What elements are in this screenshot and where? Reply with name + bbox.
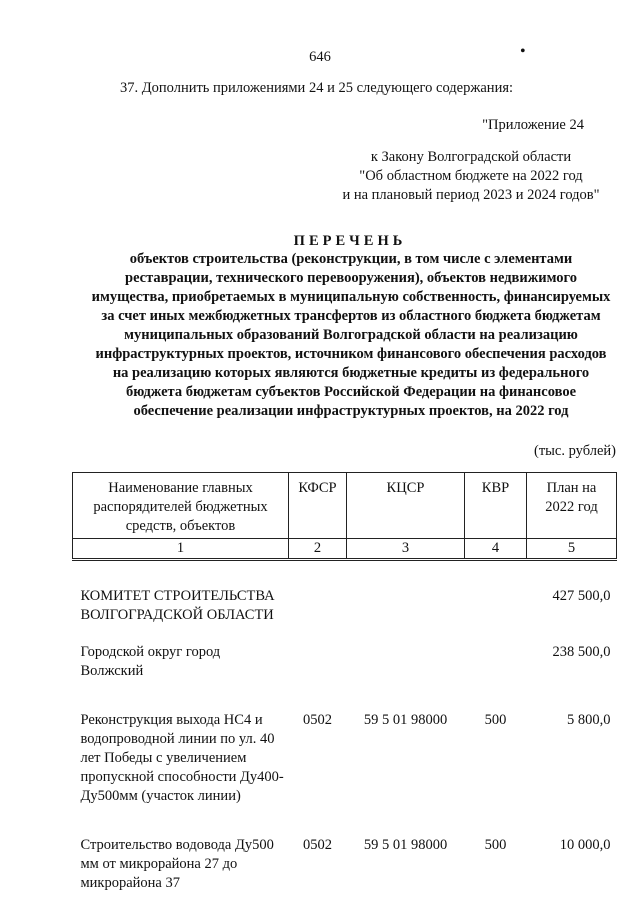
row-kfsr [289,643,347,681]
row-kcsr [347,587,465,625]
row-plan: 427 500,0 [552,588,611,604]
law-ref-line: "Об областном бюджете на 2022 год [359,168,583,184]
column-number: 3 [347,539,465,560]
row-kvr: 500 [484,712,507,728]
row-kfsr: 0502 [303,712,332,728]
table-row [73,587,617,625]
row-plan: 5 800,0 [567,712,611,728]
row-kfsr [289,587,347,625]
row-kvr [465,587,527,625]
row-kcsr: 59 5 01 98000 [363,837,448,853]
header-name: Наименование главных распорядителей бюджетных средств, объектов [73,473,289,539]
row-kvr [465,643,527,681]
amendment-intro: 37. Дополнить приложениями 24 и 25 следующего содержания: [120,80,514,96]
column-number: 1 [73,539,289,560]
corner-mark: • [520,43,526,60]
table-row [73,711,617,806]
row-kcsr: 59 5 01 98000 [363,712,448,728]
row-name: Городской округ город Волжский [80,644,221,679]
header-kfsr: КФСР [289,473,347,539]
table-row [73,643,617,681]
law-reference [326,148,616,205]
row-name: Реконструкция выхода НС4 и водопроводной линии по ул. 40 лет Победы с увеличением пропускной способности Ду400-Ду500мм (участок линии) [80,712,284,804]
table-row [73,836,617,893]
law-ref-line: к Закону Волгоградской области [370,149,572,165]
table-header-row [73,473,617,539]
column-number-row [73,539,617,560]
header-plan: План на 2022 год [527,473,617,539]
column-number: 5 [527,539,617,560]
header-kcsr: КЦСР [347,473,465,539]
units-note: (тыс. рублей) [534,443,616,459]
row-kfsr: 0502 [303,837,332,853]
column-number: 2 [289,539,347,560]
header-kvr: КВР [465,473,527,539]
page-number: 646 [309,49,331,65]
column-number: 4 [465,539,527,560]
appendix-title: "Приложение 24 [482,117,584,133]
row-name: КОМИТЕТ СТРОИТЕЛЬСТВА ВОЛГОГРАДСКОЙ ОБЛАСТИ [80,588,275,623]
row-plan: 10 000,0 [559,837,611,853]
document-description: объектов строительства (реконструкции, в том числе с элементами реставрации, технического перевооружения), объектов недвижимого имущества, приобретаемых в муниципальную собственность, финансируемых за счет иных межбюджетных трансфертов из областного бюджета бюджетам муниципальных образований Волгоградской области на реализацию инфраструктурных проектов, источником финансового обеспечения расходов на реализацию которых являются бюджетные кредиты из федерального бюджета бюджетам субъектов Российской Федерации на финансовое обеспечение реализации инфраструктурных проектов, на 2022 год [91,251,611,419]
budget-table [72,472,617,893]
document-heading: ПЕРЕЧЕНЬ [293,233,407,249]
row-kcsr [347,643,465,681]
row-plan: 238 500,0 [552,644,611,660]
row-name: Строительство водовода Ду500 мм от микрорайона 27 до микрорайона 37 [80,837,274,891]
row-kvr: 500 [484,837,507,853]
law-ref-line: и на плановый период 2023 и 2024 годов" [342,187,600,203]
